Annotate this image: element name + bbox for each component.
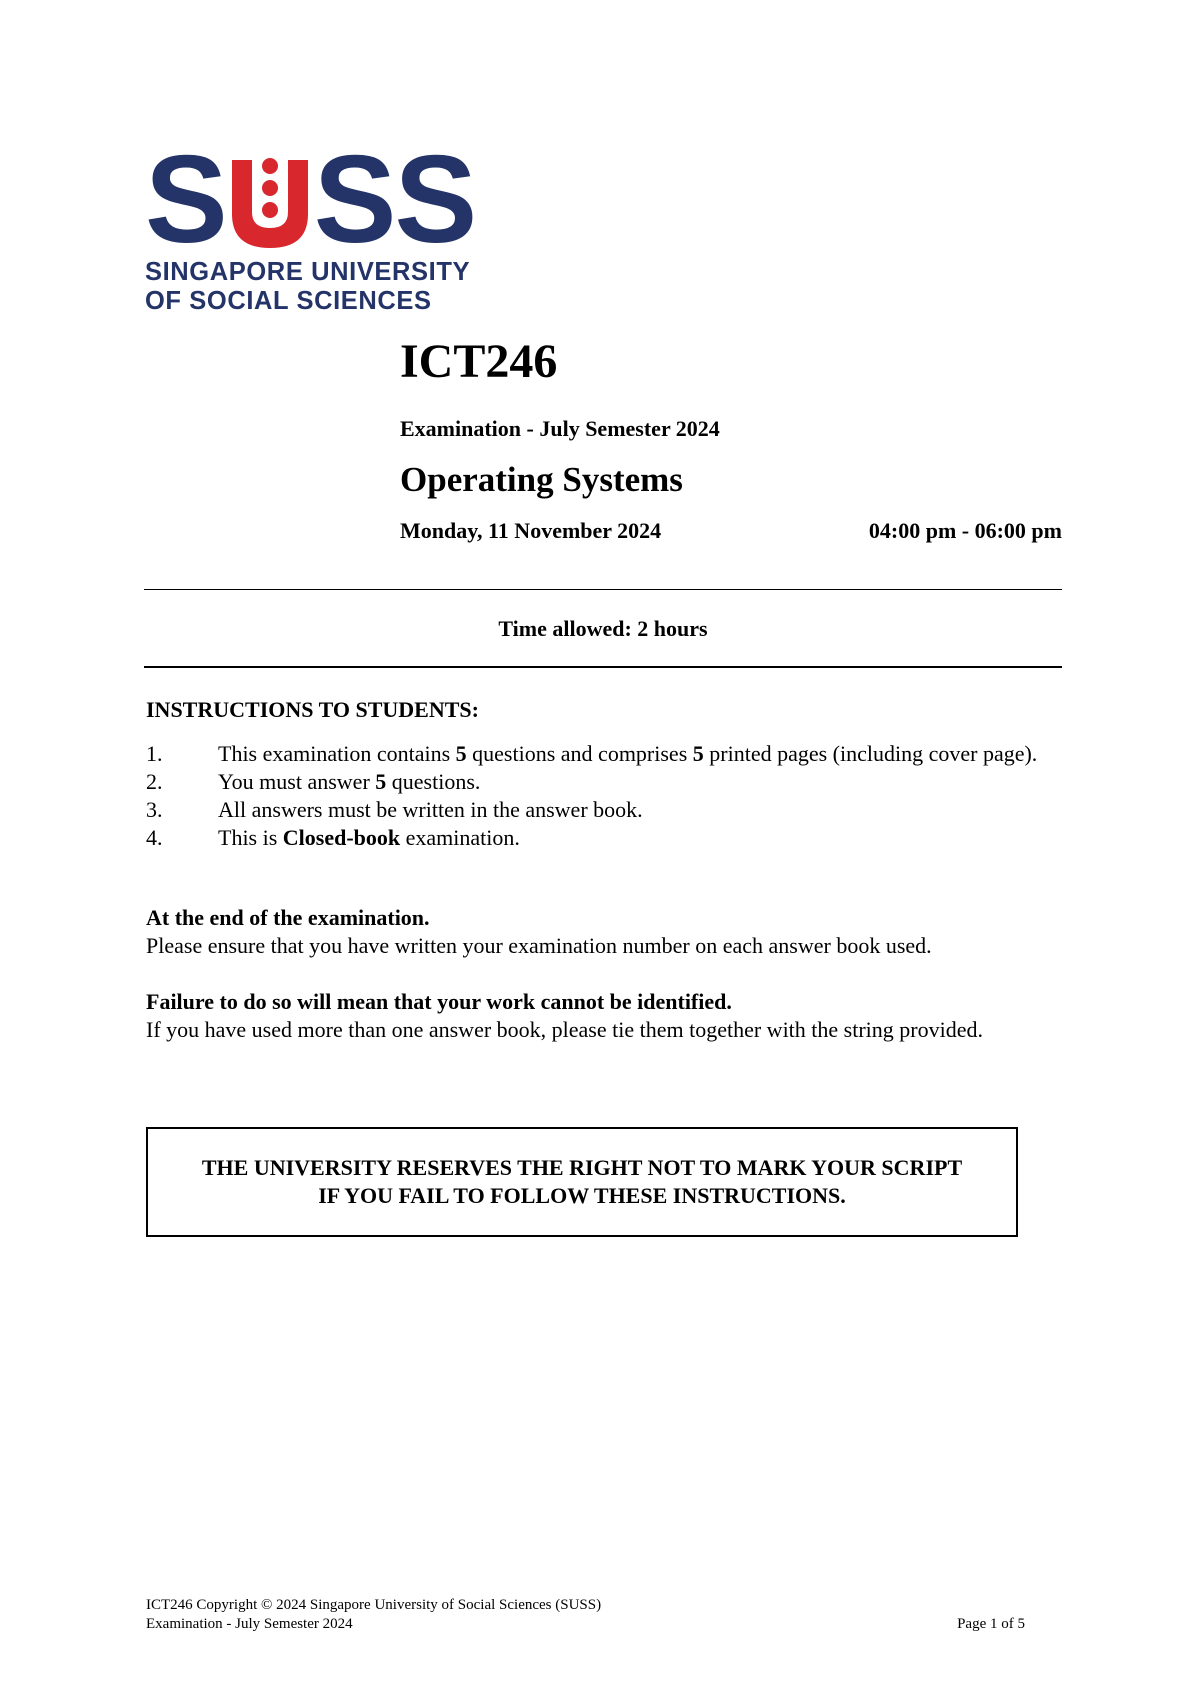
- subject-title: Operating Systems: [400, 460, 683, 499]
- item-number: 3.: [146, 797, 163, 822]
- page-number: Page 1 of 5: [957, 1616, 1025, 1632]
- footer-left: [146, 1596, 601, 1634]
- logo-subtitle: [145, 258, 475, 316]
- logo-letter-s: S: [145, 131, 226, 269]
- end-of-exam-text: Please ensure that you have written your examination number on each answer book used.: [146, 933, 932, 958]
- footer-exam: Examination - July Semester 2024: [146, 1616, 353, 1632]
- list-item: [146, 768, 1062, 796]
- logo-letter-u: [228, 156, 312, 248]
- failure-text: If you have used more than one answer book, please tie them together with the string provided.: [146, 1017, 983, 1042]
- divider-top: [144, 589, 1062, 590]
- footer-copyright: ICT246 Copyright © 2024 Singapore University of Social Sciences (SUSS): [146, 1597, 602, 1613]
- suss-logo: [145, 131, 476, 316]
- instructions-heading: INSTRUCTIONS TO STUDENTS:: [146, 697, 479, 722]
- list-item: [146, 796, 1062, 824]
- failure-section: [146, 988, 1076, 1044]
- end-of-exam-heading: At the end of the examination.: [146, 905, 430, 930]
- course-code: ICT246: [400, 335, 558, 388]
- item-text: This examination contains 5 questions and comprises 5 printed pages (including cover page).: [218, 741, 1038, 766]
- item-number: 4.: [146, 825, 163, 850]
- divider-bottom: [144, 666, 1062, 668]
- logo-letter-s3: S: [394, 131, 476, 269]
- logo-letter-s2: S: [313, 131, 395, 269]
- item-text: You must answer 5 questions.: [218, 769, 481, 794]
- logo-wordmark: [145, 131, 476, 269]
- list-item: [146, 824, 1062, 852]
- notice-line1: THE UNIVERSITY RESERVES THE RIGHT NOT TO MARK YOUR SCRIPT: [201, 1155, 963, 1180]
- exam-semester: Examination - July Semester 2024: [400, 416, 720, 441]
- notice-line2: IF YOU FAIL TO FOLLOW THESE INSTRUCTIONS.: [318, 1183, 846, 1208]
- exam-date: Monday, 11 November 2024: [400, 518, 662, 543]
- item-number: 1.: [146, 741, 163, 766]
- logo-line1: SINGAPORE UNIVERSITY: [145, 258, 471, 286]
- list-item: [146, 740, 1062, 768]
- item-text: This is Closed-book examination.: [218, 825, 520, 850]
- exam-time: 04:00 pm - 06:00 pm: [868, 518, 1062, 543]
- logo-line2: OF SOCIAL SCIENCES: [145, 287, 432, 315]
- notice-box: [146, 1127, 1018, 1237]
- item-number: 2.: [146, 769, 163, 794]
- end-of-exam-section: [146, 904, 1076, 960]
- time-allowed: Time allowed: 2 hours: [498, 616, 708, 641]
- failure-heading: Failure to do so will mean that your work cannot be identified.: [146, 989, 732, 1014]
- item-text: All answers must be written in the answer book.: [218, 797, 643, 822]
- instructions-list: [146, 740, 1062, 852]
